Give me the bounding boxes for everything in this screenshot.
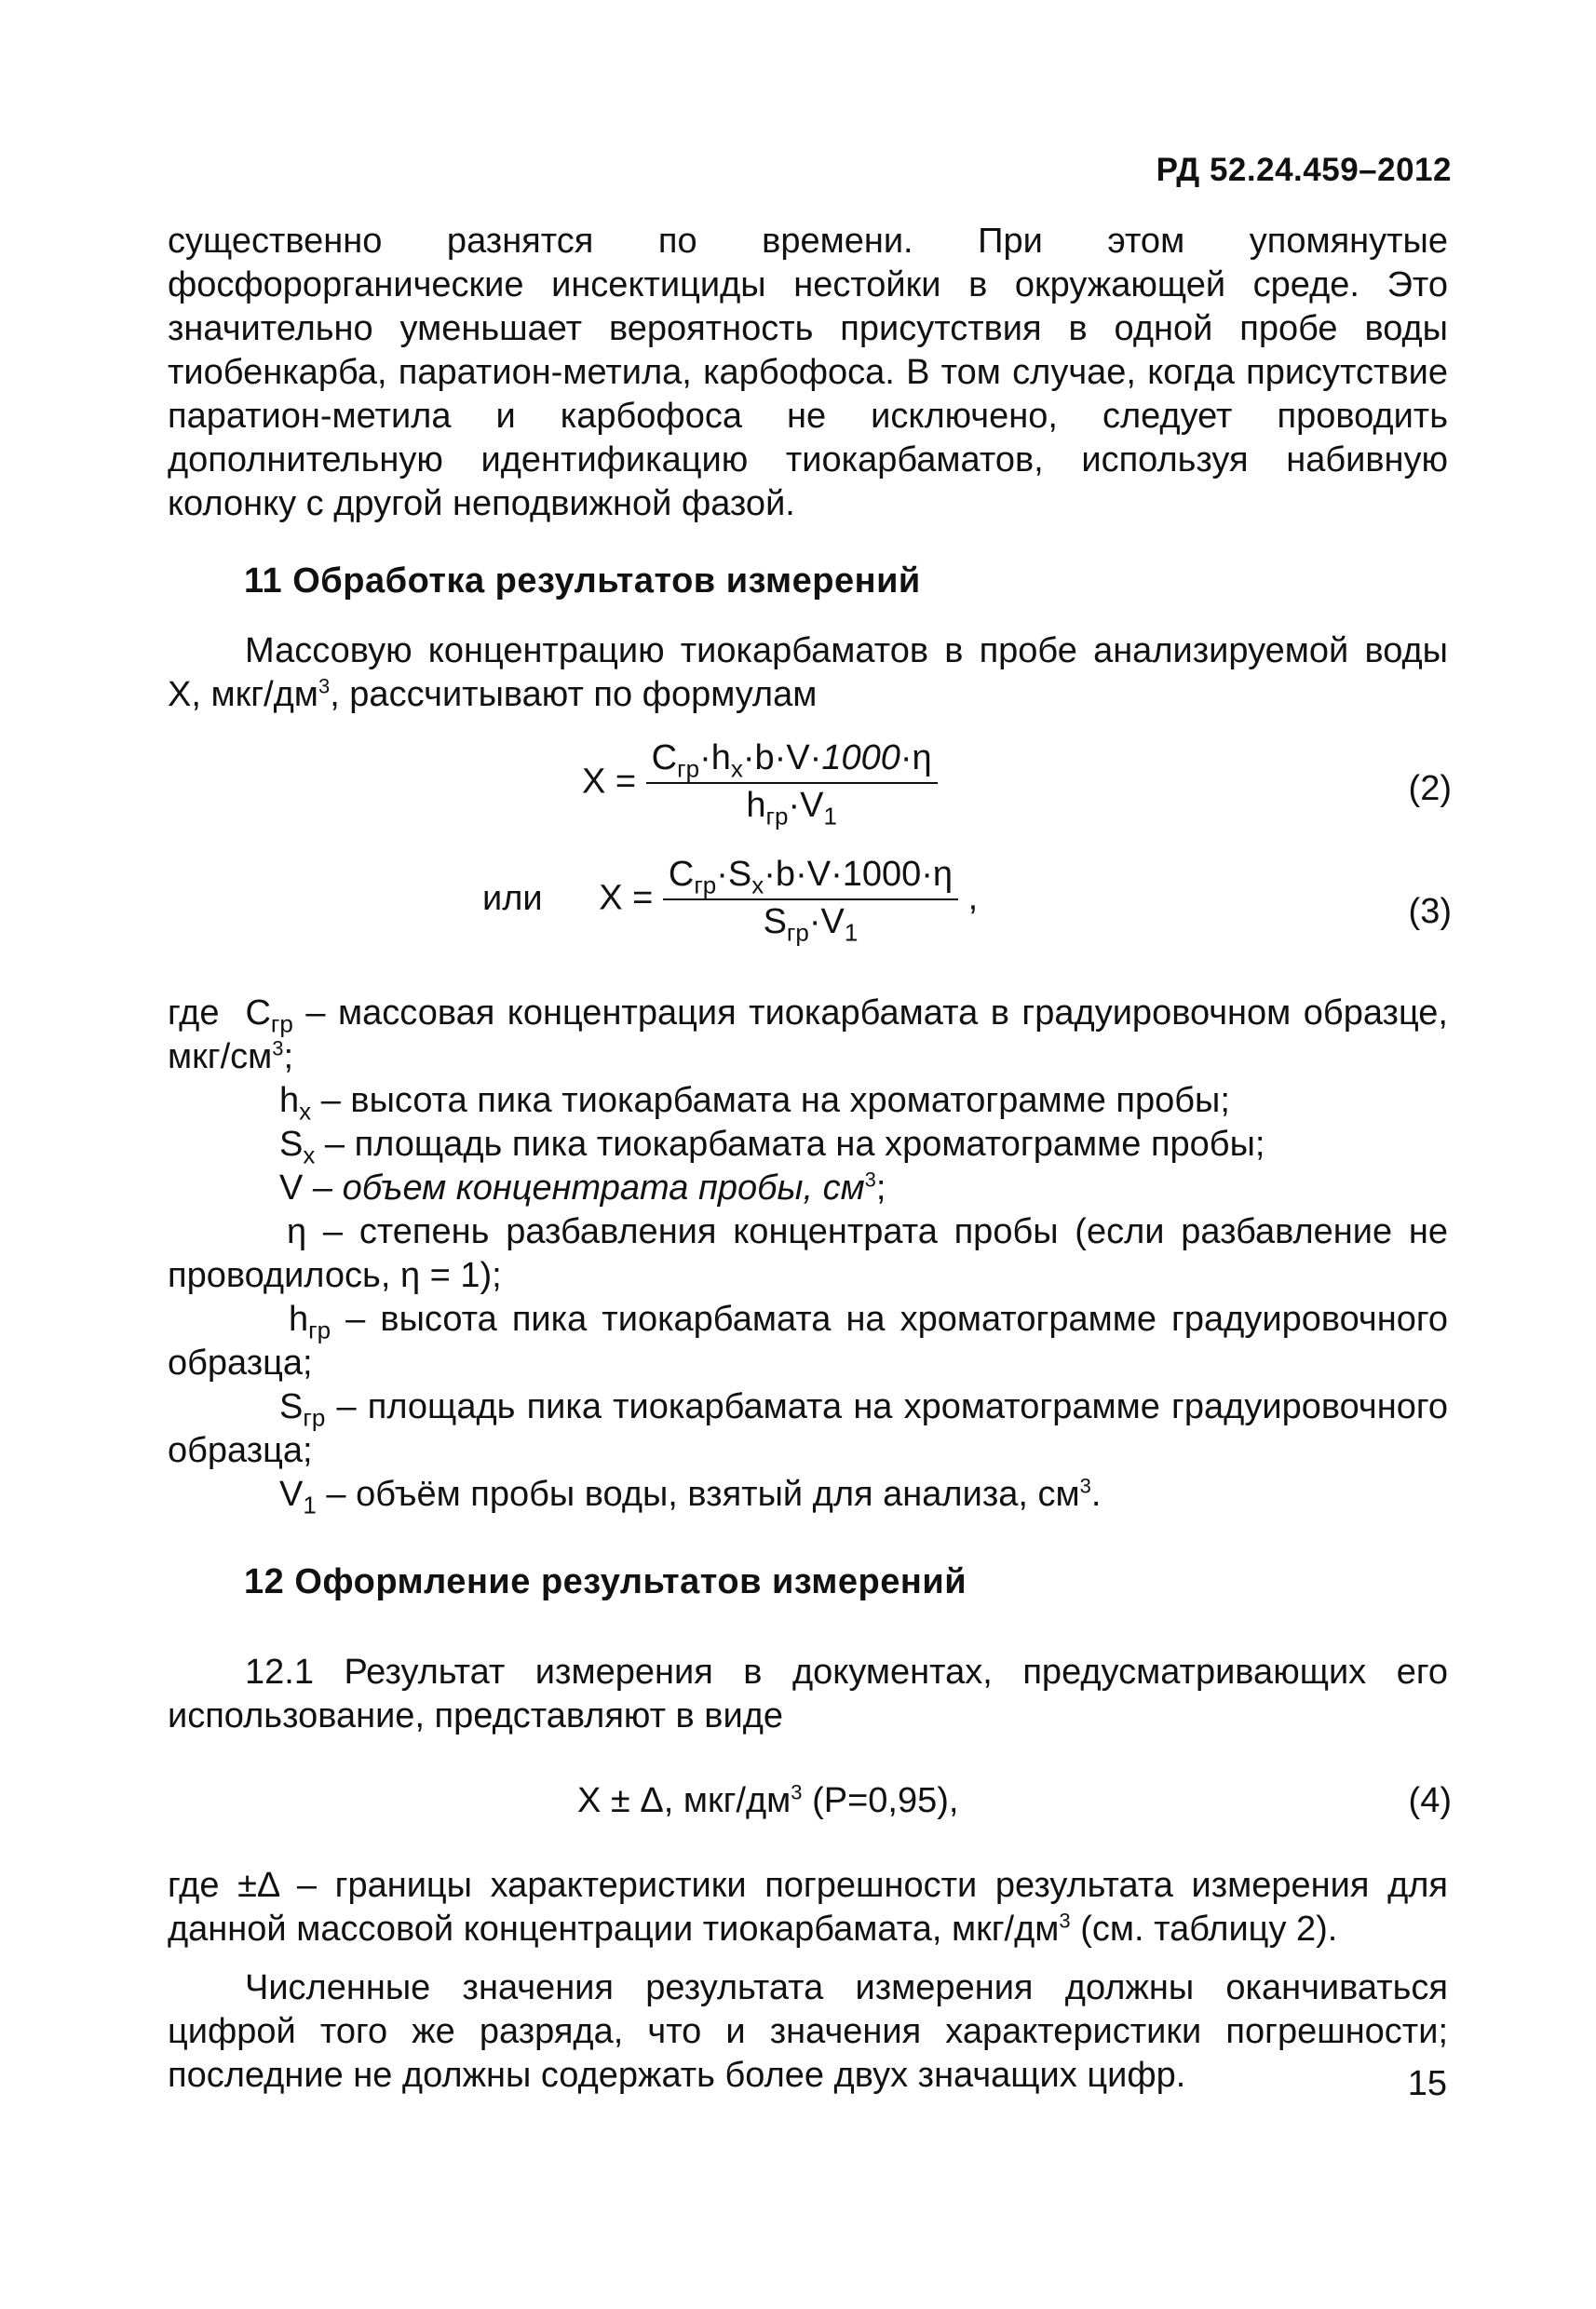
final-paragraph: Численные значения результата измерения должны оканчиваться цифрой того же разряда, что и значения характеристики погрешности; последние не должны содержать более двух значащих цифр. xyxy=(168,1968,1448,2095)
section-11-intro xyxy=(168,629,1448,717)
def-symbol: V xyxy=(279,1475,304,1514)
formula-4-number: (4) xyxy=(1408,1781,1452,1820)
def-symbol: h xyxy=(289,1300,309,1339)
def-sup: 3 xyxy=(1079,1474,1091,1498)
formula-2: X = $\frac{C_{гр}\cdot h_x\cdot b\cdot V\cdot 1000\cdot\eta}{h_{гр}\cdot V_1}$ xyxy=(582,738,938,826)
formula-3-prefix: или xyxy=(482,878,543,918)
section-12-1-paragraph: 12.1 Результат измерения в документах, предусматривающих его использование, представляют в виде xyxy=(168,1653,1448,1735)
section-11-intro-end: , рассчитывают по формулам xyxy=(330,675,818,714)
formula-4-start: X ± Δ, мкг/дм xyxy=(577,1781,791,1820)
def-text: – степень разбавления концентрата пробы (если разбавление не проводилось, η = 1); xyxy=(168,1212,1448,1295)
delta-definition-sup: 3 xyxy=(1059,1909,1071,1933)
def-sup: 3 xyxy=(864,1168,876,1192)
section-12-heading: 12 Оформление результатов измерений xyxy=(244,1562,967,1601)
delta-definition-start: где ±Δ – границы характеристики погрешности результата измерения для данной массовой концентрации тиокарбамата, мкг/дм xyxy=(168,1866,1448,1949)
def-symbol: V xyxy=(279,1168,304,1208)
def-subscript: x xyxy=(303,1141,316,1169)
def-sup: 3 xyxy=(272,1036,284,1060)
def-text: – высота пика тиокарбамата на хроматограмме градуировочного образца; xyxy=(168,1300,1448,1383)
where-word: где xyxy=(168,993,220,1033)
def-text: – площадь пика тиокарбамата на хроматограмме градуировочного образца; xyxy=(168,1387,1448,1470)
definition-s-x xyxy=(168,1123,1448,1167)
def-subscript: 1 xyxy=(303,1491,317,1519)
def-symbol: S xyxy=(279,1125,304,1164)
def-text: – массовая концентрация тиокарбамата в градуировочном образце, мкг/см xyxy=(168,993,1448,1076)
delta-definition-end: (см. таблицу 2). xyxy=(1070,1910,1338,1949)
formula-2-number: (2) xyxy=(1408,769,1452,808)
definition-h-x xyxy=(168,1079,1448,1126)
formula-3-number: (3) xyxy=(1408,892,1452,931)
definition-h-gr xyxy=(168,1298,1448,1385)
formula-4-end: (P=0,95), xyxy=(802,1781,959,1820)
def-subscript: гр xyxy=(303,1403,326,1432)
intro-paragraph: существенно разнятся по времени. При этом упомянутые фосфорорганические инсектициды нестойки в окружающей среде. Это значительно уменьшает вероятность присутствия в одной пробе воды тиобенкарба, паратион-метила, карбофоса. В том случае, когда присутствие паратион-метила и карбофоса не исключено, следует проводить дополнительную идентификацию тиокарбаматов, используя набивную колонку с другой неподвижной фазой. xyxy=(168,222,1448,523)
def-symbol: C xyxy=(245,993,271,1033)
page-number: 15 xyxy=(1407,2064,1447,2103)
formula-4 xyxy=(577,1781,958,1821)
definition-v xyxy=(168,1167,1448,1210)
def-text: – высота пика тиокарбамата на хроматограмме пробы; xyxy=(311,1081,1230,1120)
def-end: ; xyxy=(283,1037,294,1076)
definition-eta xyxy=(168,1210,1448,1298)
def-end: ; xyxy=(875,1168,886,1208)
definition-v1 xyxy=(168,1473,1448,1517)
formula-3: или X = $\frac{C_{гр}\cdot S_x\cdot b\cdot V\cdot 1000\cdot\eta}{S_{гр}\cdot V_1}$ , xyxy=(482,855,979,947)
formula-3-fraction: $\frac{C_{гр}\cdot S_x\cdot b\cdot V\cdot 1000\cdot\eta}{S_{гр}\cdot V_1}$ xyxy=(663,855,958,942)
section-11-intro-start: Массовую концентрацию тиокарбаматов в пробе анализируемой воды X, мкг/дм xyxy=(168,631,1448,714)
def-subscript: гр xyxy=(270,1009,293,1038)
def-text: – площадь пика тиокарбамата на хроматограмме пробы; xyxy=(315,1125,1265,1164)
def-text: – объем концентрата пробы, см xyxy=(303,1168,865,1208)
delta-definition xyxy=(168,1864,1448,1951)
definition-c-gr xyxy=(168,992,1448,1079)
def-end: . xyxy=(1090,1475,1102,1514)
document-code: РД 52.24.459–2012 xyxy=(1156,152,1452,188)
def-symbol: S xyxy=(279,1387,304,1426)
def-symbol: η xyxy=(287,1212,307,1251)
formula-2-fraction: $\frac{C_{гр}\cdot h_x\cdot b\cdot V\cdot 1000\cdot\eta}{h_{гр}\cdot V_1}$ xyxy=(646,738,938,826)
def-text: – объём пробы воды, взятый для анализа, см xyxy=(316,1475,1080,1514)
definitions-list xyxy=(168,992,1448,1517)
section-11-intro-sup: 3 xyxy=(318,674,331,698)
def-subscript: x xyxy=(299,1097,312,1126)
formula-4-sup: 3 xyxy=(791,1780,803,1804)
def-subscript: гр xyxy=(308,1316,331,1344)
def-symbol: h xyxy=(279,1081,300,1120)
section-11-heading: 11 Обработка результатов измерений xyxy=(244,561,921,601)
definition-s-gr xyxy=(168,1385,1448,1473)
